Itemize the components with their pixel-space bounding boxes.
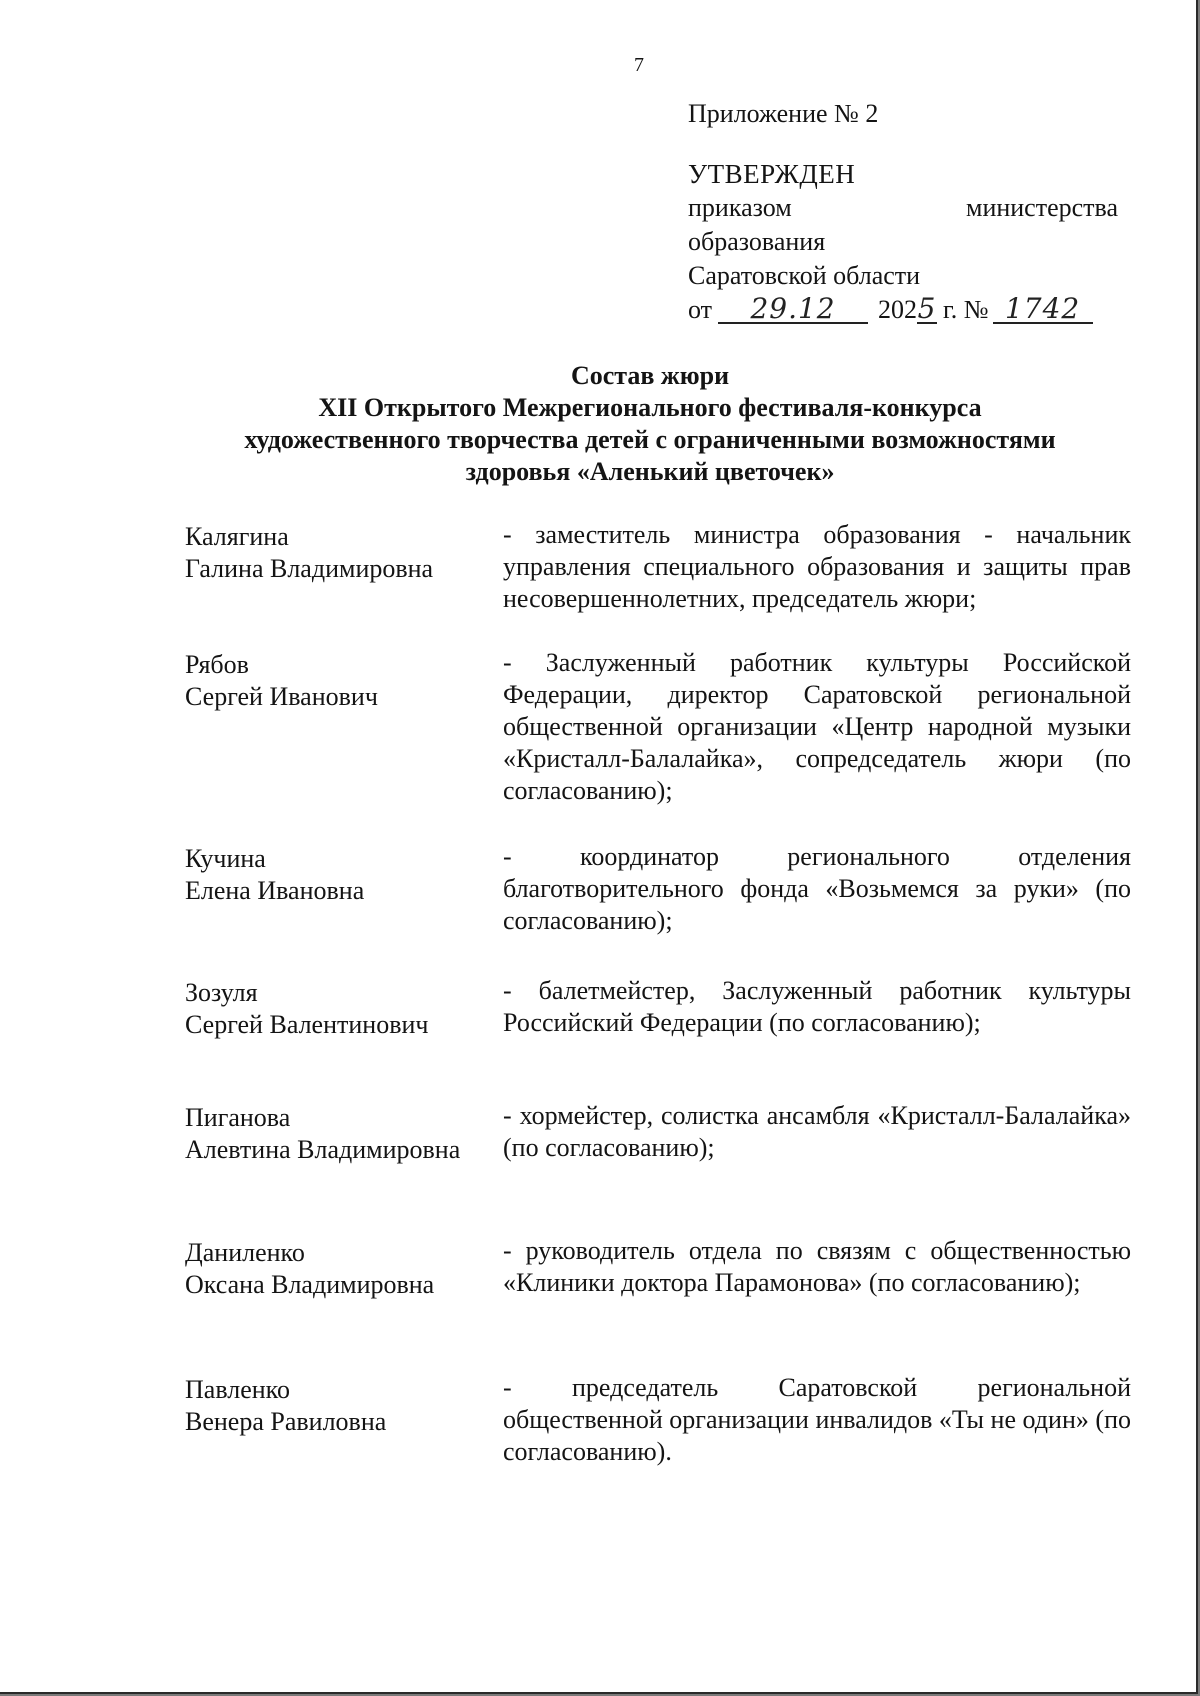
member-role: - Заслуженный работник культуры Российской Федерации, директор Саратовской региональной общественной организации «Центр народной музыки «Кристалл-Балалайка», сопредседатель жюри (по согласованию); bbox=[503, 648, 1131, 805]
member-role: - заместитель министра образования - начальник управления специального образования и защиты прав несовершеннолетних, председатель жюри; bbox=[503, 520, 1131, 613]
member-surname: Зозуля bbox=[185, 978, 258, 1007]
order-date-line bbox=[688, 293, 1118, 327]
member-role: - хормейстер, солистка ансамбля «Кристалл-Балалайка» (по согласованию); bbox=[503, 1101, 1131, 1162]
appendix-label: Приложение № 2 bbox=[688, 99, 879, 128]
member-surname: Рябов bbox=[185, 650, 249, 679]
heading-line-2: XII Открытого Межрегионального фестиваля-конкурса bbox=[318, 393, 982, 422]
heading-line-1: Состав жюри bbox=[570, 361, 730, 390]
member-surname: Даниленко bbox=[185, 1238, 305, 1267]
member-given-names: Галина Владимировна bbox=[185, 554, 434, 583]
member-name bbox=[185, 843, 495, 907]
member-surname: Кучина bbox=[185, 844, 266, 873]
member-role: - руководитель отдела по связям с общественностью «Клиники доктора Парамонова» (по согласованию); bbox=[503, 1236, 1131, 1297]
region-line: Саратовской области bbox=[688, 261, 921, 290]
member-given-names: Елена Ивановна bbox=[185, 876, 365, 905]
approved-label: УТВЕРЖДЕН bbox=[688, 159, 856, 189]
member-role: - координатор регионального отделения благотворительного фонда «Возьмемся за руки» (по согласованию); bbox=[503, 842, 1131, 935]
member-given-names: Сергей Иванович bbox=[185, 682, 378, 711]
member-name bbox=[185, 1374, 495, 1438]
handwritten-date: 29.12 bbox=[718, 296, 868, 324]
handwritten-order-number: 1742 bbox=[993, 296, 1093, 324]
heading-line-4: здоровья «Аленький цветочек» bbox=[465, 457, 835, 486]
ministry-word: министерства bbox=[965, 193, 1118, 222]
member-role: - председатель Саратовской региональной общественной организации инвалидов «Ты не один» (по согласованию). bbox=[503, 1373, 1131, 1466]
member-name bbox=[185, 521, 495, 585]
approval-block bbox=[688, 97, 1118, 327]
member-given-names: Алевтина Владимировна bbox=[185, 1135, 461, 1164]
member-given-names: Сергей Валентинович bbox=[185, 1010, 429, 1039]
year-suffix: г. № bbox=[943, 295, 989, 324]
member-name bbox=[185, 1237, 495, 1301]
date-prefix: от bbox=[688, 295, 713, 324]
member-name bbox=[185, 1102, 495, 1166]
member-given-names: Венера Равиловна bbox=[185, 1407, 387, 1436]
member-surname: Павленко bbox=[185, 1375, 290, 1404]
year-prefix: 202 bbox=[878, 295, 918, 324]
order-line bbox=[688, 191, 1118, 225]
order-word: приказом bbox=[688, 193, 792, 222]
member-name bbox=[185, 977, 495, 1041]
member-role: - балетмейстер, Заслуженный работник культуры Российский Федерации (по согласованию); bbox=[503, 976, 1131, 1037]
member-given-names: Оксана Владимировна bbox=[185, 1270, 435, 1299]
member-surname: Калягина bbox=[185, 522, 289, 551]
member-name bbox=[185, 649, 495, 713]
heading-line-3: художественного творчества детей с ограниченными возможностями bbox=[244, 425, 1056, 454]
handwritten-year-digit: 5 bbox=[917, 292, 937, 325]
document-heading bbox=[150, 360, 1150, 488]
education-line: образования bbox=[688, 227, 826, 256]
member-surname: Пиганова bbox=[185, 1103, 291, 1132]
page-number: 7 bbox=[634, 54, 644, 76]
